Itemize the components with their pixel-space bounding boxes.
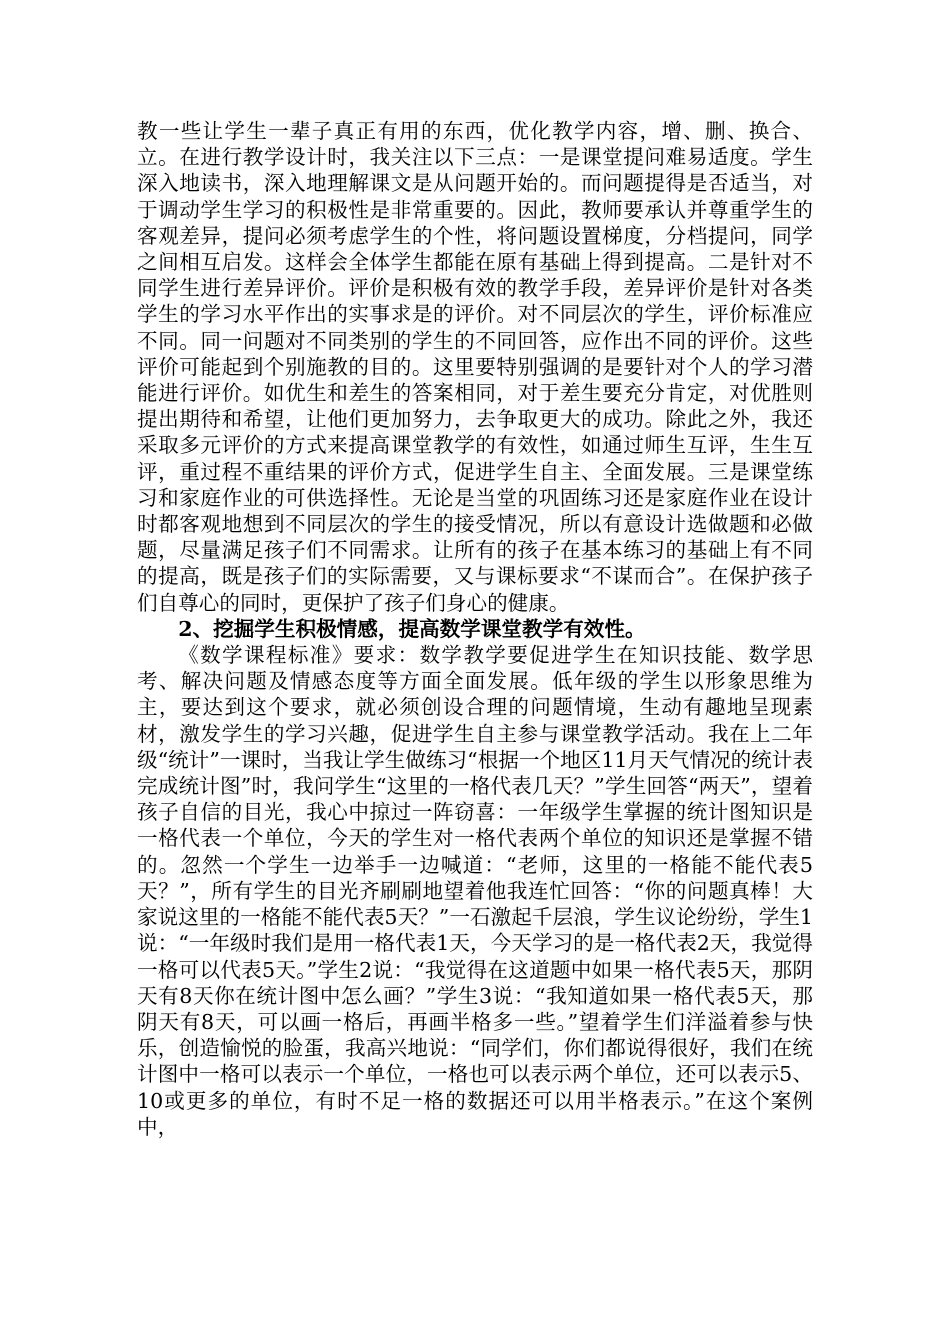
document-page: [137, 118, 813, 1140]
section-heading-2: 2、挖掘学生积极情感，提高数学课堂教学有效性。: [178, 616, 646, 641]
body-paragraph-2: 《数学课程标准》要求：数学教学要促进学生在知识技能、数学思考、解决问题及情感态度等方面全面发展。低年级的学生以形象思维为主，要达到这个要求，就必须创设合理的问题情境，生动有趣地呈现素材，激发学生的学习兴趣，促进学生自主参与课堂教学活动。我在上二年级“统计”一课时，当我让学生做练习“根据一个地区11月天气情况的统计表完成统计图”时，我问学生“这里的一格代表几天？”学生回答“两天”，望着孩子自信的目光，我心中掠过一阵窃喜：一年级学生掌握的统计图知识是一格代表一个单位，今天的学生对一格代表两个单位的知识还是掌握不错的。忽然一个学生一边举手一边喊道：“老师，这里的一格能不能代表5天？”，所有学生的目光齐刷刷地望着他我连忙回答：“你的问题真棒！大家说这里的一格能不能代表5天？”一石激起千层浪，学生议论纷纷，学生1说：“一年级时我们是用一格代表1天，今天学习的是一格代表2天，我觉得一格可以代表5天。”学生2说：“我觉得在这道题中如果一格代表5天，那阴天有8天你在统计图中怎么画？”学生3说：“我知道如果一格代表5天，那阴天有8天，可以画一格后，再画半格多一些。”望着学生们洋溢着参与快乐，创造愉悦的脸蛋，我高兴地说：“同学们，你们都说得很好，我们在统计图中一格可以表示一个单位，一格也可以表示两个单位，还可以表示5、10或更多的单位，有时不足一格的数据还可以用半格表示。”在这个案例中，: [137, 643, 813, 1139]
body-paragraph-1: 教一些让学生一辈子真正有用的东西，优化教学内容，增、删、换合、立。在进行教学设计时，我关注以下三点：一是课堂提问难易适度。学生深入地读书，深入地理解课文是从问题开始的。而问题提得是否适当，对于调动学生学习的积极性是非常重要的。因此，教师要承认并尊重学生的客观差异，提问必须考虑学生的个性，将问题设置梯度，分档提问，同学之间相互启发。这样会全体学生都能在原有基础上得到提高。二是针对不同学生进行差异评价。评价是积极有效的教学手段，差异评价是针对各类学生的学习水平作出的实事求是的评价。对不同层次的学生，评价标准应不同。同一问题对不同类别的学生的不同回答，应作出不同的评价。这些评价可能起到个别施教的目的。这里要特别强调的是要针对个人的学习潜能进行评价。如优生和差生的答案相同，对于差生要充分肯定，对优胜则提出期待和希望，让他们更加努力，去争取更大的成功。除此之外，我还采取多元评价的方式来提高课堂教学的有效性，如通过师生互评，生生互评，重过程不重结果的评价方式，促进学生自主、全面发展。三是课堂练习和家庭作业的可供选择性。无论是当堂的巩固练习还是家庭作业在设计时都客观地想到不同层次的学生的接受情况，所以有意设计选做题和必做题，尽量满足孩子们不同需求。让所有的孩子在基本练习的基础上有不同的提高，既是孩子们的实际需要，又与课标要求“不谋而合”。在保护孩子们自尊心的同时，更保护了孩子们身心的健康。: [137, 119, 813, 615]
